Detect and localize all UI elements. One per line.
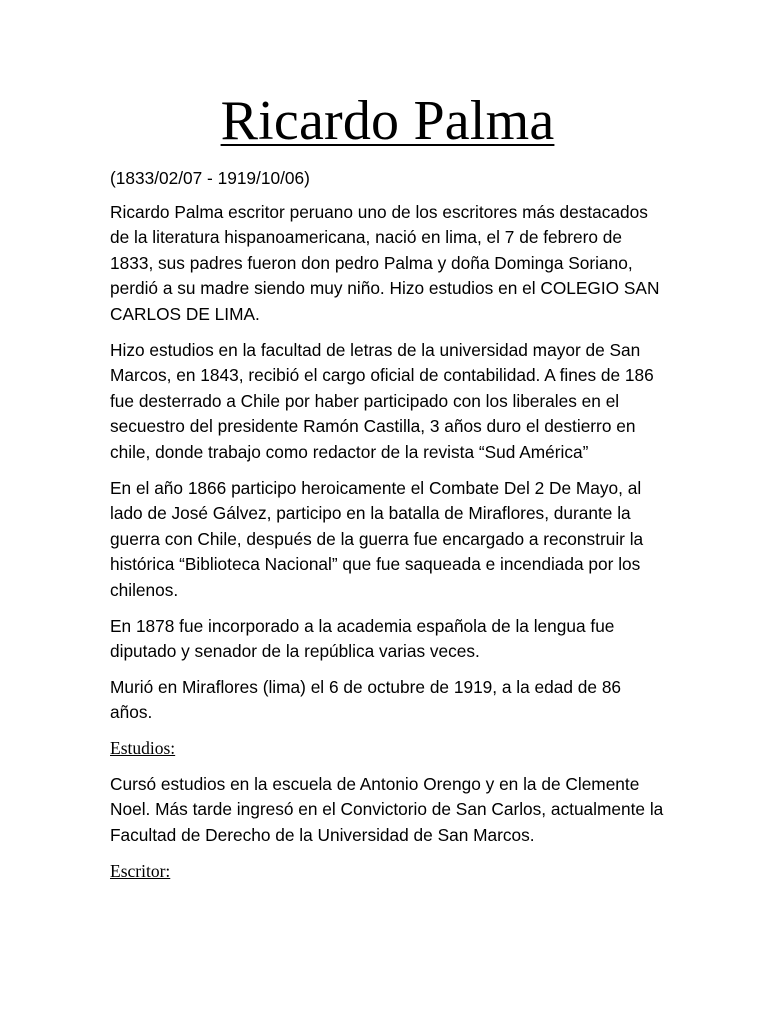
document-title: Ricardo Palma bbox=[220, 90, 555, 152]
section-heading-estudios: Estudios: bbox=[110, 737, 176, 758]
section-heading-escritor: Escritor: bbox=[110, 860, 171, 881]
paragraph-estudios: Cursó estudios en la escuela de Antonio Orengo y en la de Clemente Noel. Más tarde ingresó en el Convictorio de San Carlos, actualmente la Facultad de Derecho de la Universidad de San Marcos. bbox=[110, 773, 664, 846]
paragraph-biography-intro: Ricardo Palma escritor peruano uno de los escritores más destacados de la literatura hispanoamericana, nació en lima, el 7 de febrero de 1833, sus padres fueron don pedro Palma y doña Dominga Soriano, perdió a su madre siendo muy niño. Hizo estudios en el COLEGIO SAN CARLOS DE LIMA. bbox=[110, 201, 660, 324]
paragraph-death: Murió en Miraflores (lima) el 6 de octubre de 1919, a la edad de 86 años. bbox=[110, 676, 622, 723]
document-page bbox=[110, 90, 665, 895]
paragraph-combat-library: En el año 1866 participo heroicamente el Combate Del 2 De Mayo, al lado de José Gálvez, participo en la batalla de Miraflores, durante la guerra con Chile, después de la guerra fue encargado a reconstruir la histórica “Biblioteca Nacional” que fue saqueada e incendiada por los chilenos. bbox=[110, 477, 644, 600]
paragraph-university-exile: Hizo estudios en la facultad de letras de la universidad mayor de San Marcos, en 1843, recibió el cargo oficial de contabilidad. A fines de 186 fue desterrado a Chile por haber participado con los liberales en el secuestro del presidente Ramón Castilla, 3 años duro el destierro en chile, donde trabajo como redactor de la revista “Sud América” bbox=[110, 339, 654, 462]
paragraph-academy: En 1878 fue incorporado a la academia española de la lengua fue diputado y senador de la república varias veces. bbox=[110, 615, 615, 662]
life-dates: (1833/02/07 - 1919/10/06) bbox=[110, 168, 310, 188]
